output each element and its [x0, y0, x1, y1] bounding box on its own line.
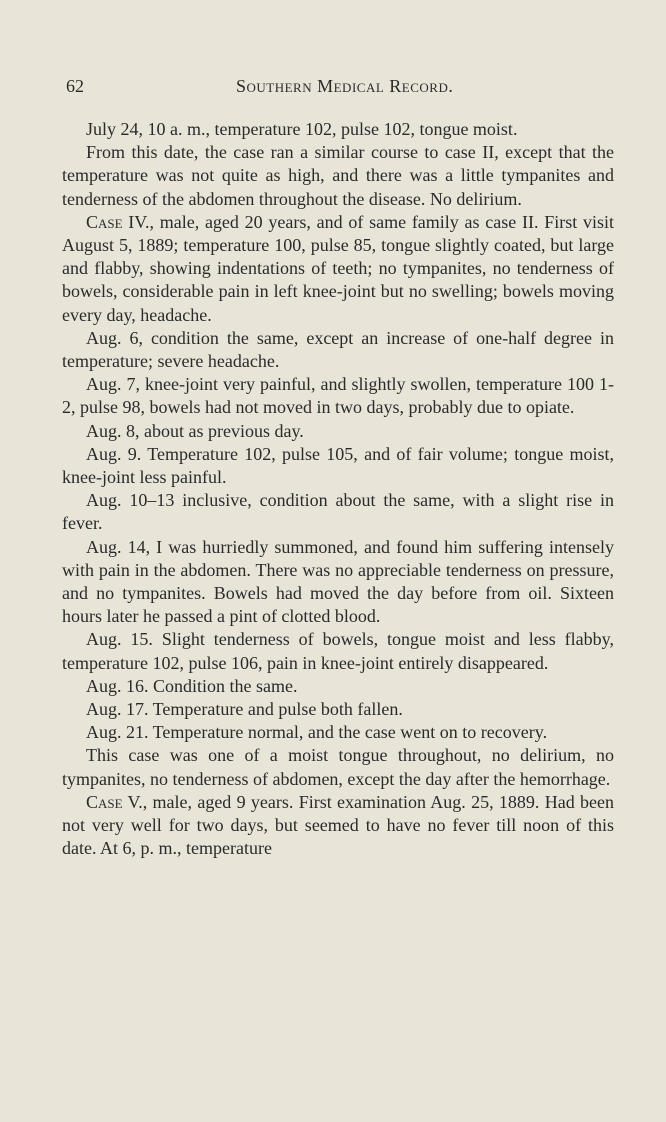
paragraph: July 24, 10 a. m., temperature 102, pulse 102, tongue moist.: [86, 119, 518, 139]
paragraph: Aug. 17. Temperature and pulse both fallen.: [86, 699, 403, 720]
paragraph: Case V., male, aged 9 years. First examination Aug. 25, 1889. Had been not very well for two days, but seemed to have no fever till noon of this date. At 6, p. m., temperature: [62, 791, 614, 859]
paragraph: Aug. 15. Slight tenderness of bowels, tongue moist and less flabby, temperature 102, pulse 106, pain in knee-joint entirely disappeared.: [62, 629, 614, 673]
running-title: Southern Medical Record.: [236, 76, 454, 96]
case-label: Case IV.: [86, 211, 150, 232]
body-text: [62, 118, 614, 861]
case-label: Case V.: [86, 791, 143, 812]
paragraph: Aug. 9. Temperature 102, pulse 105, and of fair volume; tongue moist, knee-joint less painful.: [62, 443, 614, 488]
page-header: [66, 76, 618, 100]
paragraph: This case was one of a moist tongue throughout, no delirium, no tympanites, no tenderness of abdomen, except the day after the hemorrhage.: [62, 745, 614, 789]
paragraph: Aug. 10–13 inclusive, condition about the same, with a slight rise in fever.: [62, 490, 614, 534]
paragraph: From this date, the case ran a similar course to case II, except that the temperature was not quite as high, and there was a little tympanites and tenderness of the abdomen throughout the disease. No delirium.: [62, 142, 614, 209]
paragraph: Aug. 7, knee-joint very painful, and slightly swollen, temperature 100 1-2, pulse 98, bowels had not moved in two days, probably due to opiate.: [62, 374, 614, 418]
paragraph: Aug. 14, I was hurriedly summoned, and found him suffering intensely with pain in the abdomen. There was no appreciable tenderness on pressure, and no tympanites. Bowels had moved the day before from oil. Sixteen hours later he passed a pint of clotted blood.: [62, 536, 614, 627]
page-number: 62: [66, 76, 84, 96]
paragraph: Aug. 21. Temperature normal, and the case went on to recovery.: [86, 722, 548, 743]
paragraph: Case IV., male, aged 20 years, and of same family as case II. First visit August 5, 1889; temperature 100, pulse 85, tongue slightly coated, but large and flabby, showing indentations of teeth; no tympanites, no tenderness of bowels, considerable pain in left knee-joint but no swelling; bowels moving every day, headache.: [62, 211, 614, 325]
paragraph: Aug. 16. Condition the same.: [86, 675, 298, 696]
paragraph: Aug. 6, condition the same, except an increase of one-half degree in temperature; severe headache.: [62, 327, 614, 372]
paragraph: Aug. 8, about as previous day.: [86, 420, 304, 441]
